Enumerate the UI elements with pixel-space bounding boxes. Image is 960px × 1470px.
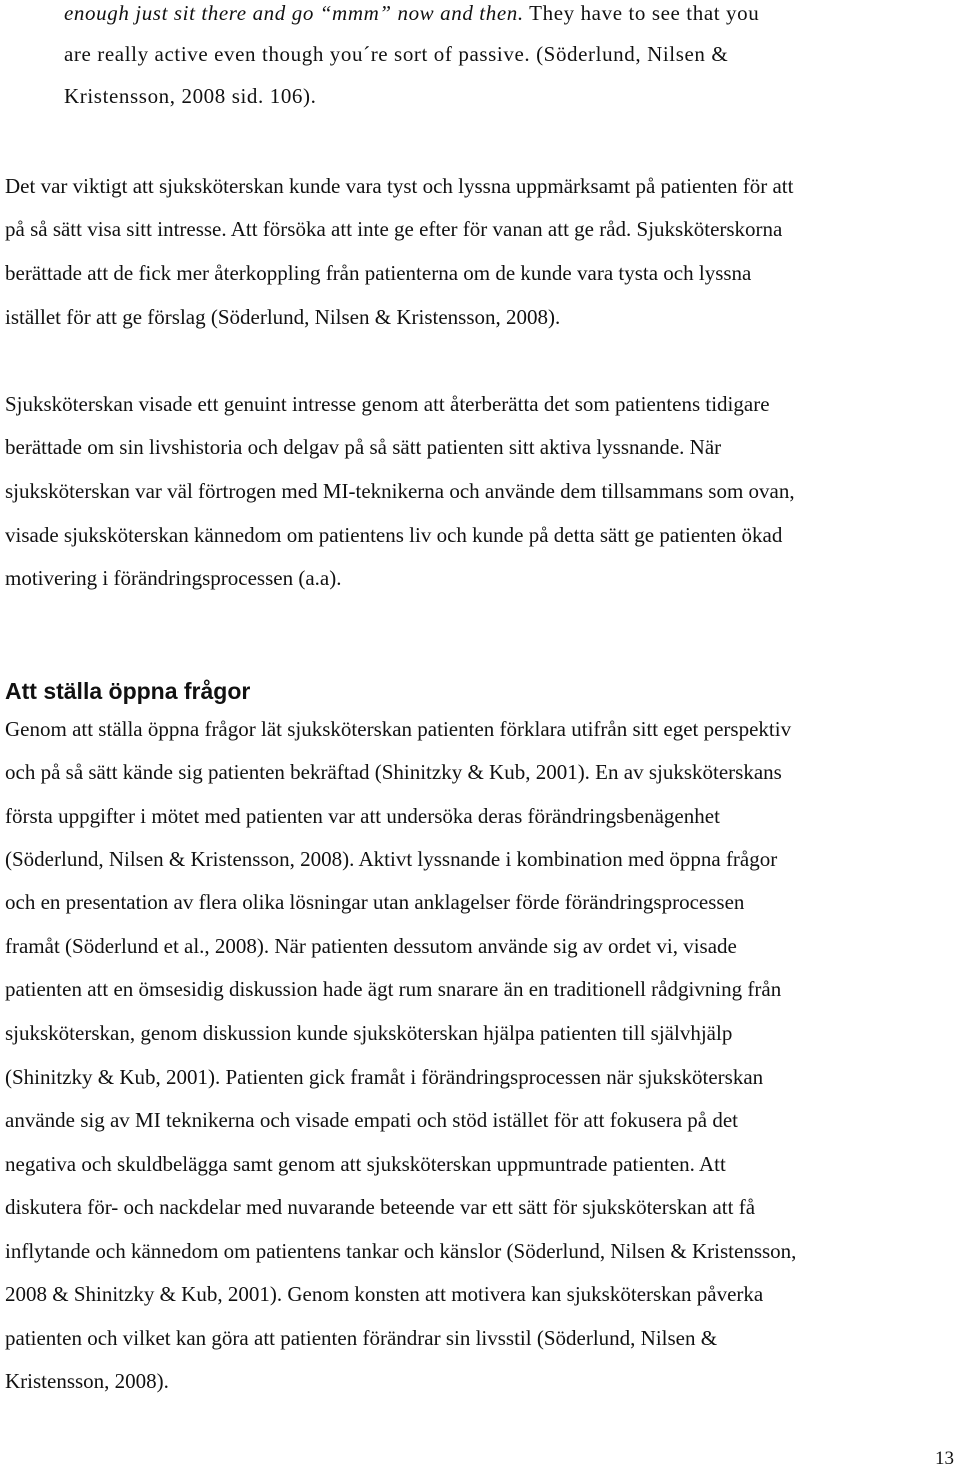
quote-line [64, 0, 759, 26]
text-line: använde sig av MI teknikerna och visade empati och stöd istället för att fokusera på det [5, 1108, 739, 1132]
quote-italic-text: enough just sit there and go “mmm” now and then. [64, 1, 524, 25]
text-line: första uppgifter i mötet med patienten var att undersöka deras förändringsbenägenhet [5, 804, 720, 828]
text-line: Det var viktigt att sjuksköterskan kunde vara tyst och lyssna uppmärksamt på patienten för att [5, 174, 794, 198]
text-line: sjuksköterskan, genom diskussion kunde sjuksköterskan hjälpa patienten till självhjälp [5, 1021, 733, 1045]
text-line: diskutera för- och nackdelar med nuvarande beteende var ett sätt för sjuksköterskan att få [5, 1195, 756, 1219]
text-line: berättade om sin livshistoria och delgav på så sätt patienten sitt aktiva lyssnande. När [5, 435, 722, 459]
quote-text: They have to see that you [523, 1, 760, 25]
text-line: framåt (Söderlund et al., 2008). När patienten dessutom använde sig av ordet vi, visade [5, 934, 737, 958]
text-line: patienten och vilket kan göra att patienten förändrar sin livsstil (Söderlund, Nilsen & [5, 1326, 718, 1350]
text-line: på så sätt visa sitt intresse. Att försöka att inte ge efter för vanan att ge råd. Sjuksköterskorna [5, 217, 783, 241]
text-line: (Shinitzky & Kub, 2001). Patienten gick framåt i förändringsprocessen när sjuksköterskan [5, 1065, 764, 1089]
text-line: och på så sätt kände sig patienten bekräftad (Shinitzky & Kub, 2001). En av sjuksköterskans [5, 760, 782, 784]
text-line: visade sjuksköterskan kännedom om patientens liv och kunde på detta sätt ge patienten ökad [5, 523, 783, 547]
text-line: istället för att ge förslag (Söderlund, Nilsen & Kristensson, 2008). [5, 305, 561, 329]
text-line: negativa och skuldbelägga samt genom att sjuksköterskan uppmuntrade patienten. Att [5, 1152, 726, 1176]
text-line: patienten att en ömsesidig diskussion hade ägt rum snarare än en traditionell rådgivning från [5, 977, 782, 1001]
section-heading: Att ställa öppna frågor [5, 678, 251, 704]
text-line: Genom att ställa öppna frågor lät sjuksköterskan patienten förklara utifrån sitt eget perspektiv [5, 717, 792, 741]
text-line: motivering i förändringsprocessen (a.a). [5, 566, 342, 590]
text-line: Kristensson, 2008). [5, 1369, 169, 1393]
quote-line: are really active even though you´re sort of passive. (Söderlund, Nilsen & [64, 42, 729, 66]
text-line: och en presentation av flera olika lösningar utan anklagelser förde förändringsprocessen [5, 890, 745, 914]
text-line: inflytande och kännedom om patientens tankar och känslor (Söderlund, Nilsen & Kristensson, [5, 1239, 797, 1263]
text-line: berättade att de fick mer återkoppling från patienterna om de kunde vara tysta och lyssna [5, 261, 752, 285]
text-line: (Söderlund, Nilsen & Kristensson, 2008). Aktivt lyssnande i kombination med öppna frågor [5, 847, 778, 871]
text-line: Sjuksköterskan visade ett genuint intresse genom att återberätta det som patientens tidigare [5, 392, 770, 416]
text-line: sjuksköterskan var väl förtrogen med MI-teknikerna och använde dem tillsammans som ovan, [5, 479, 795, 503]
text-line: 2008 & Shinitzky & Kub, 2001). Genom konsten att motivera kan sjuksköterskan påverka [5, 1282, 764, 1306]
page-number: 13 [935, 1448, 954, 1469]
quote-line: Kristensson, 2008 sid. 106). [64, 84, 317, 108]
